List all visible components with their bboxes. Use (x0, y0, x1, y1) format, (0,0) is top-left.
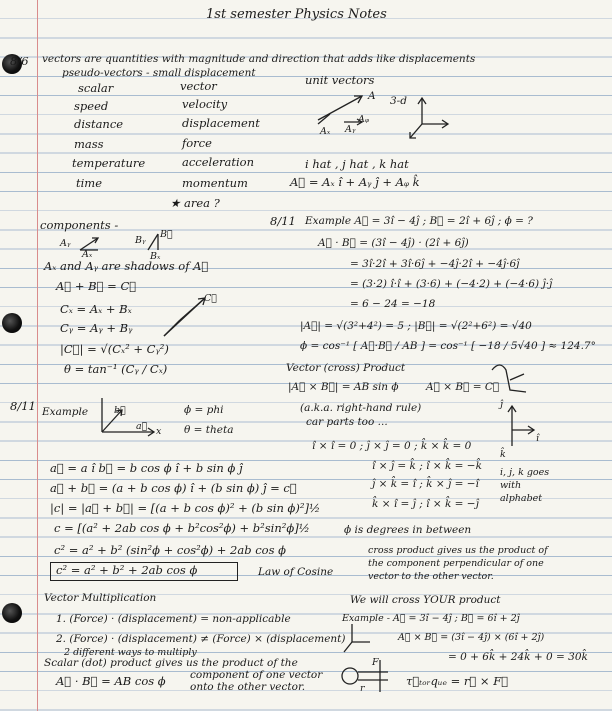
equation: A⃗ + B⃗ = C⃗ (56, 279, 137, 293)
note-line: (a.k.a. right-hand rule) (300, 402, 422, 414)
note-line: 1. (Force) · (displacement) = non-applicable (56, 613, 291, 625)
vector-label: a⃗ (136, 421, 148, 432)
scalar-item: time (76, 176, 103, 190)
vector-label: b⃗ (114, 405, 126, 416)
equation: Cᵧ = Aᵧ + Bᵧ (60, 321, 133, 335)
component-label: Aₓ (320, 126, 331, 137)
date-label: 8/6 (10, 54, 29, 68)
equation: A⃗ × B⃗ = (3î − 4ĵ) × (6î + 2ĵ) (398, 632, 545, 643)
component-label: B⃗ (160, 229, 173, 240)
subheading: Vector (cross) Product (286, 362, 406, 374)
equation: = 3î·2î + 3î·6ĵ + −4ĵ·2î + −4ĵ·6ĵ (350, 258, 520, 270)
column-header-vector: vector (180, 79, 217, 93)
equation: = 0 + 6k̂ + 24k̂ + 0 = 30k̂ (448, 651, 588, 663)
component-label: Aᵧ (60, 238, 71, 249)
three-d-label: 3-d (390, 95, 407, 107)
component-label: Aᵩ (358, 114, 370, 125)
component-label: Bₓ (150, 251, 161, 262)
axis-label: x (156, 426, 162, 437)
ijk-axes-sketch (490, 400, 540, 450)
example-title: Example (42, 406, 89, 418)
vector-label: F (372, 657, 379, 668)
3d-axes-sketch (400, 92, 460, 147)
scalar-item: temperature (72, 156, 146, 170)
vector-label: r (360, 683, 365, 694)
equation: a⃗ = a î b⃗ = b cos ϕ î + b sin ϕ ĵ (50, 461, 243, 475)
scalar-item: speed (74, 99, 109, 113)
equation: |C⃗| = √(Cₓ² + Cᵧ²) (60, 342, 169, 356)
note-line: vectors are quantities with magnitude and direction that adds like displacements (42, 53, 476, 65)
note-line: onto the other vector. (190, 681, 306, 693)
note-line: We will cross YOUR product (350, 594, 501, 606)
vector-item: force (182, 136, 212, 150)
column-header-scalar: scalar (78, 81, 114, 95)
equation: |A⃗ × B⃗| = AB sin ϕ (288, 381, 399, 393)
equation: |A⃗| = √(3²+4²) = 5 ; |B⃗| = √(2²+6²) = √40 (300, 320, 532, 332)
equation: A⃗ · B⃗ = AB cos ϕ (56, 674, 166, 688)
note-line: θ = theta (184, 424, 234, 436)
vector-item: velocity (182, 97, 228, 111)
area-note: ★ area ? (170, 196, 220, 210)
binder-hole (2, 313, 22, 333)
boxed-equation: c² = a² + b² + 2ab cos ϕ (56, 563, 198, 577)
torque-equation: τ⃗ₜₒᵣqᵤₑ = r⃗ × F⃗ (406, 674, 509, 688)
equation: c = [(a² + 2ab cos ϕ + b²cos²ϕ) + b²sin²ϕ]½ (54, 521, 310, 535)
axis-label: î (536, 433, 540, 444)
equation: k̂ × î = ĵ ; î × k̂ = −ĵ (372, 498, 479, 510)
equation: θ = tan⁻¹ (Cᵧ / Cₓ) (64, 362, 168, 376)
equation: c² = a² + b² (sin²ϕ + cos²ϕ) + 2ab cos ϕ (54, 543, 287, 557)
equation: ĵ × k̂ = î ; k̂ × ĵ = −î (372, 478, 479, 490)
scalar-item: mass (74, 137, 104, 151)
vector-sum-sketch (150, 292, 230, 342)
equation: î × ĵ = k̂ ; î × k̂ = −k̂ (372, 460, 482, 472)
note-line: car parts too ... (306, 416, 388, 428)
equation: î × î = 0 ; ĵ × ĵ = 0 ; k̂ × k̂ = 0 (312, 440, 472, 452)
wrench-sketch (336, 656, 396, 696)
equation: A⃗ × B⃗ = C⃗ (426, 381, 500, 393)
note-line: component of one vector (190, 669, 323, 681)
note-line: 2 different ways to multiply (64, 647, 197, 658)
section-heading: Vector Multiplication (44, 592, 157, 604)
equation: = 6 − 24 = −18 (350, 298, 436, 310)
note-line: i, j, k goes with alphabet (500, 467, 550, 504)
page-title: 1st semester Physics Notes (206, 7, 387, 22)
vector-item: momentum (182, 176, 248, 190)
cross-axes-sketch (338, 620, 378, 654)
note-line: Scalar (dot) product gives us the product of the (44, 657, 298, 669)
equation: Cₓ = Aₓ + Bₓ (60, 302, 132, 316)
equation: a⃗ + b⃗ = (a + b cos ϕ) î + (b sin ϕ) ĵ = c⃗ (50, 481, 297, 495)
equation: |c| = |a⃗ + b⃗| = [(a + b cos ϕ)² + (b sin ϕ)²]½ (50, 501, 321, 515)
note-line: 2. (Force) · (displacement) ≠ (Force) × (displacement) (56, 633, 346, 645)
note-line: ϕ = phi (184, 404, 224, 416)
equation: A⃗ · B⃗ = (3î − 4ĵ) · (2î + 6ĵ) (318, 237, 469, 249)
vector-equation: A⃗ = Aₓ î + Aᵧ ĵ + Aᵩ k̂ (290, 175, 420, 189)
section-heading: components - (40, 218, 119, 232)
vector-A-label: A (368, 90, 376, 102)
unit-vector-names: i hat , j hat , k hat (305, 157, 409, 171)
note-line: cross product gives us the product of the component perpendicular of one vector to the other vector. (368, 545, 548, 582)
unit-vectors-heading: unit vectors (305, 73, 375, 87)
date-label: 8/11 (270, 214, 296, 228)
vector-item: acceleration (182, 155, 255, 169)
equation: = (3·2) î·î + (3·6) + (−4·2) + (−4·6) ĵ·ĵ (350, 278, 553, 290)
law-label: Law of Cosine (258, 566, 334, 578)
example-title: Example A⃗ = 3î − 4ĵ ; B⃗ = 2î + 6ĵ ; ϕ = ? (305, 215, 533, 227)
equation: ϕ = cos⁻¹ [ A⃗·B⃗ / AB ] = cos⁻¹ [ −18 / 5√40 ] ≈ 124.7° (300, 340, 596, 352)
component-label: Aᵧ (345, 124, 356, 135)
scalar-item: distance (74, 117, 124, 131)
binder-hole (2, 603, 22, 623)
example-title: Example - A⃗ = 3î − 4ĵ ; B⃗ = 6î + 2ĵ (342, 613, 520, 624)
note-line: pseudo-vectors - small displacement (62, 67, 256, 79)
axis-label: ĵ (500, 399, 503, 410)
component-label: Bᵧ (135, 235, 146, 246)
note-line: Aₓ and Aᵧ are shadows of A⃗ (44, 259, 209, 273)
component-label: Aₓ (82, 249, 93, 260)
note-line: ϕ is degrees in between (344, 524, 472, 536)
vector-item: displacement (182, 116, 260, 130)
date-label: 8/11 (10, 399, 36, 413)
axis-label: k̂ (500, 449, 506, 460)
vector-C-label: C⃗ (204, 293, 217, 304)
right-hand-sketch (486, 360, 536, 400)
